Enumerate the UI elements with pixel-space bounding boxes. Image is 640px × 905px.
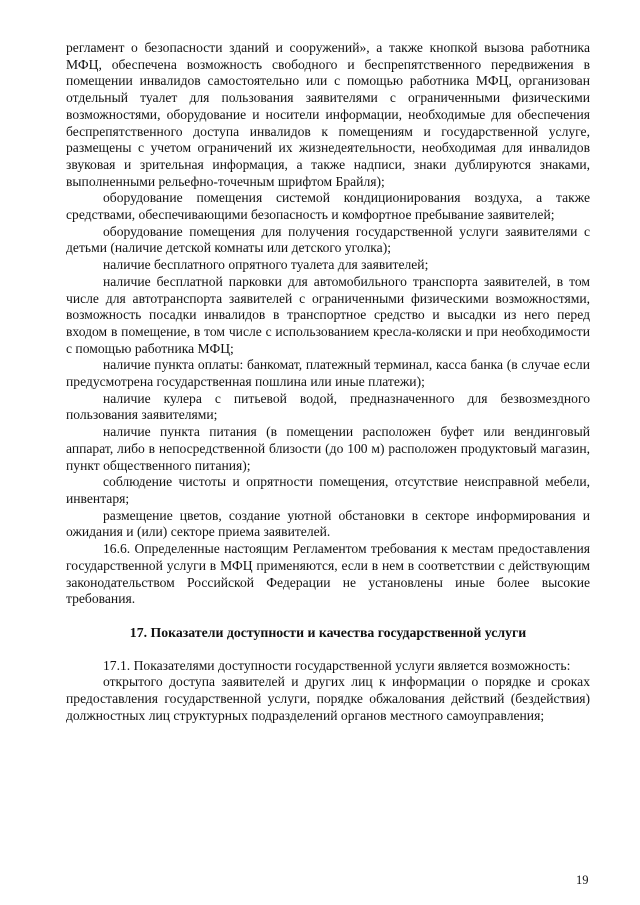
paragraph: оборудование помещения для получения государственной услуги заявителями с детьми (наличие детской комнаты или детского уголка);	[66, 223, 590, 256]
paragraph: размещение цветов, создание уютной обстановки в секторе информирования и ожидания и (или) секторе приема заявителей.	[66, 507, 590, 540]
paragraph: наличие пункта оплаты: банкомат, платежный терминал, касса банка (в случае если предусмотрена государственная пошлина или иные платежи);	[66, 357, 590, 390]
paragraph: оборудование помещения системой кондиционирования воздуха, а также средствами, обеспечивающими безопасность и комфортное пребывание заявителей;	[66, 190, 590, 223]
paragraph: соблюдение чистоты и опрятности помещения, отсутствие неисправной мебели, инвентаря;	[66, 474, 590, 506]
paragraph: наличие кулера с питьевой водой, предназначенного для безвозмездного пользования заявителями;	[66, 390, 590, 423]
paragraph: наличие пункта питания (в помещении расположен буфет или вендинговый аппарат, либо в непосредственной близости (до 100 м) расположен продуктовый магазин, пункт общественного питания);	[66, 424, 590, 473]
section-heading: 17. Показатели доступности и качества государственной услуги	[129, 624, 527, 640]
paragraph: открытого доступа заявителей и других лиц к информации о порядке и сроках предоставления государственной услуги, порядке обжалования действий (бездействия) должностных лиц структурных подразделений органов местного самоуправления;	[66, 674, 590, 723]
page-number: 19	[576, 873, 589, 887]
paragraph: наличие бесплатного опрятного туалета для заявителей;	[103, 257, 429, 273]
paragraph: наличие бесплатной парковки для автомобильного транспорта заявителей, в том числе для автотранспорта заявителей с ограниченными физическими возможностями, возможность посадки инвалидов в транспортное средство и высадки из него перед входом в помещение, в том числе с использованием кресла-коляски и при необходимости с помощью работника МФЦ;	[66, 273, 590, 356]
paragraph: 17.1. Показателями доступности государственной услуги является возможность:	[103, 657, 571, 673]
paragraph: регламент о безопасности зданий и сооружений», а также кнопкой вызова работника МФЦ, обеспечена возможность свободного и беспрепятственного передвижения в помещении инвалидов самостоятельно или с помощью работника МФЦ, организован отдельный туалет для пользования заявителями с ограниченными физическими возможностями, оборудование и носители информации, необходимые для обеспечения беспрепятственного доступа инвалидов к помещениям и государственной услуге, размещены с учетом ограничений их жизнедеятельности, необходимая для инвалидов звуковая и зрительная информация, а также надписи, знаки дублируются знаками, выполненными рельефно-точечным шрифтом Брайля);	[66, 40, 590, 189]
paragraph: 16.6. Определенные настоящим Регламентом требования к местам предоставления государственной услуги в МФЦ применяются, если в нем в соответствии с действующим законодательством Российской Федерации не установлены иные более высокие требования.	[66, 541, 590, 607]
document-page	[66, 40, 590, 724]
